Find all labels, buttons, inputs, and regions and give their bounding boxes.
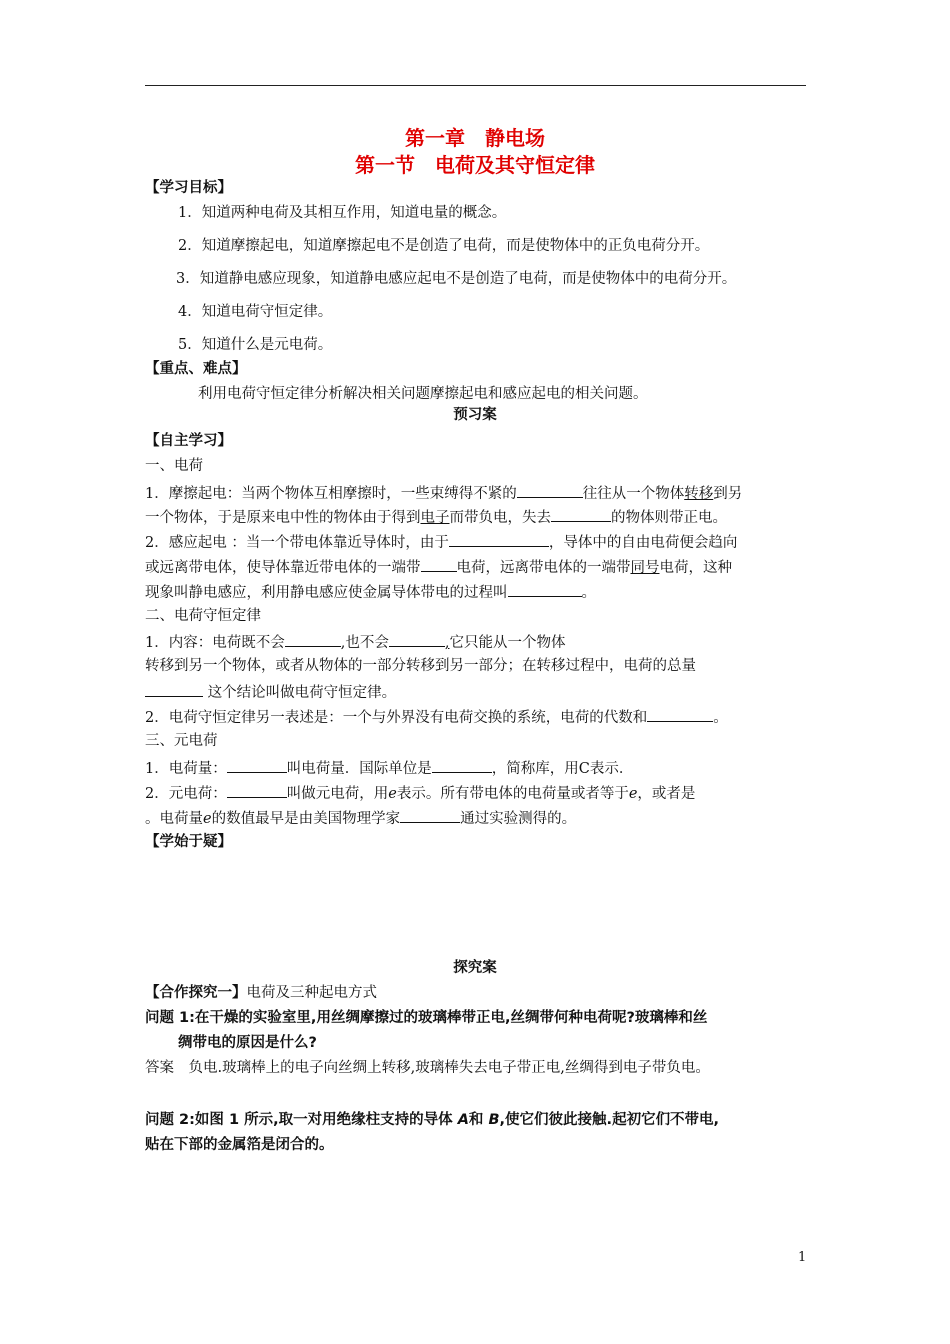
section-1-heading: 一、电荷	[145, 458, 203, 474]
s1-line-4: 或远离带电体，使导体靠近带电体的一端带 电荷，远离带电体的一端带同号电荷，这种	[145, 556, 810, 578]
coop-header: 【合作探究一】	[145, 985, 247, 1001]
s2-line-4: 2．电荷守恒定律另一表述是：一个与外界没有电荷交换的系统，电荷的代数和 。	[145, 706, 810, 728]
answer-1: 答案 负电.玻璃棒上的电子向丝绸上转移,玻璃棒失去电子带正电,丝绸得到电子带负电。	[145, 1060, 710, 1076]
goal-item-5: 5．知道什么是元电荷。	[178, 337, 333, 353]
question-2-line-2: 贴在下部的金属箔是闭合的。	[145, 1137, 334, 1153]
doubt-header: 【学始于疑】	[145, 834, 232, 850]
question-1-line-1: 问题 1:在干燥的实验室里,用丝绸摩擦过的玻璃棒带正电,丝绸带何种电荷呢?玻璃棒和丝	[145, 1010, 708, 1026]
blank[interactable]	[517, 482, 583, 498]
s1-line-2: 一个物体，于是原来电中性的物体由于得到电子而带负电，失去 的物体则带正电。	[145, 506, 810, 528]
question-1-line-2: 绸带电的原因是什么?	[178, 1035, 317, 1051]
section-title: 第一节 电荷及其守恒定律	[355, 153, 595, 177]
goals-header: 【学习目标】	[145, 180, 232, 196]
s3-line-2: 2．元电荷： 叫做元电荷，用e表示。所有带电体的电荷量或者等于e，或者是	[145, 782, 810, 804]
key-header: 【重点、难点】	[145, 361, 247, 377]
page-number: 1	[798, 1250, 807, 1265]
s1-line-5: 现象叫静电感应，利用静电感应使金属导体带电的过程叫 。	[145, 581, 810, 603]
blank[interactable]	[227, 782, 287, 798]
s2-line-2: 转移到另一个物体，或者从物体的一部分转移到另一部分；在转移过程中，电荷的总量	[145, 658, 696, 674]
s2-line-3: 这个结论叫做电荷守恒定律。	[145, 681, 810, 703]
s1-line-1: 1．摩擦起电：当两个物体互相摩擦时，一些束缚得不紧的 往往从一个物体转移到另	[145, 482, 810, 504]
key-text: 利用电荷守恒定律分析解决相关问题摩擦起电和感应起电的相关问题。	[198, 386, 648, 402]
goal-item-4: 4．知道电荷守恒定律。	[178, 304, 333, 320]
blank[interactable]	[432, 757, 492, 773]
blank[interactable]	[285, 631, 341, 647]
blank[interactable]	[389, 631, 445, 647]
self-study-header: 【自主学习】	[145, 433, 232, 449]
preview-title: 预习案	[453, 407, 497, 423]
blank[interactable]	[227, 757, 287, 773]
blank[interactable]	[508, 581, 582, 597]
goal-item-2: 2．知道摩擦起电，知道摩擦起电不是创造了电荷，而是使物体中的正负电荷分开。	[178, 238, 710, 254]
section-2-heading: 二、电荷守恒定律	[145, 608, 261, 624]
chapter-title: 第一章 静电场	[405, 126, 545, 150]
s3-line-1: 1．电荷量： 叫电荷量．国际单位是 ，简称库，用C表示．	[145, 757, 810, 779]
coop-title: 电荷及三种起电方式	[246, 985, 377, 1001]
goal-item-1: 1．知道两种电荷及其相互作用，知道电量的概念。	[178, 205, 507, 221]
blank[interactable]	[647, 706, 713, 722]
header-rule	[145, 85, 806, 86]
blank[interactable]	[551, 506, 611, 522]
question-2-line-1: 问题 2:如图 1 所示,取一对用绝缘柱支持的导体 A和 B,使它们彼此接触.起初它们不带电,	[145, 1112, 720, 1128]
coop-line	[145, 983, 810, 1003]
blank[interactable]	[449, 531, 549, 547]
s3-line-3: 。电荷量e的数值最早是由美国物理学家 通过实验测得的。	[145, 807, 810, 829]
goal-item-3: 3．知道静电感应现象，知道静电感应起电不是创造了电荷，而是使物体中的电荷分开。	[176, 271, 737, 287]
section-3-heading: 三、元电荷	[145, 733, 218, 749]
blank[interactable]	[421, 556, 457, 572]
s2-line-1: 1．内容：电荷既不会 ,也不会 ,它只能从一个物体	[145, 631, 810, 653]
explore-title: 探究案	[453, 960, 497, 976]
s1-line-3: 2．感应起电 ：当一个带电体靠近导体时，由于 ，导体中的自由电荷便会趋向	[145, 531, 810, 553]
blank[interactable]	[400, 807, 460, 823]
blank[interactable]	[145, 681, 203, 697]
